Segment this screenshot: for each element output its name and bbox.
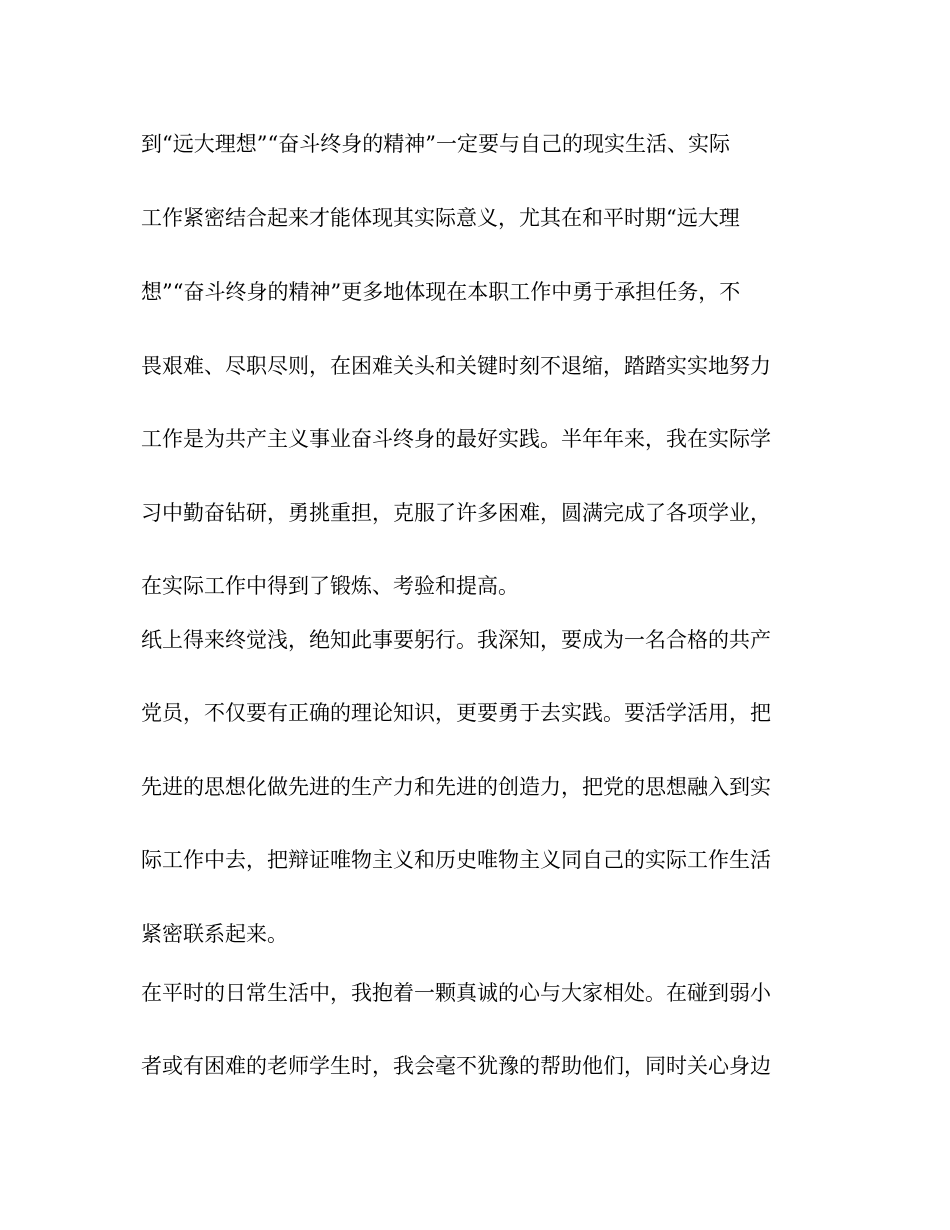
paragraph-3-line-2: 者或有困难的老师学生时，我会毫不犹豫的帮助他们，同时关心身边 <box>141 1054 771 1078</box>
paragraph-2-line-3: 先进的思想化做先进的生产力和先进的创造力，把党的思想融入到实 <box>141 775 771 799</box>
paragraph-1-line-5: 工作是为共产主义事业奋斗终身的最好实践。半年年来，我在实际学 <box>141 427 771 451</box>
paragraph-3-line-1: 在平时的日常生活中，我抱着一颗真诚的心与大家相处。在碰到弱小 <box>141 981 771 1005</box>
paragraph-2-line-5: 紧密联系起来。 <box>141 922 288 946</box>
paragraph-2-line-2: 党员，不仅要有正确的理论知识，更要勇于去实践。要活学活用，把 <box>141 701 771 725</box>
paragraph-2-line-4: 际工作中去，把辩证唯物主义和历史唯物主义同自己的实际工作生活 <box>141 848 771 872</box>
paragraph-1-line-6: 习中勤奋钻研，勇挑重担，克服了许多困难，圆满完成了各项学业， <box>141 501 771 525</box>
paragraph-1-line-1: 到“远大理想”“奋斗终身的精神”一定要与自己的现实生活、实际 <box>141 132 730 156</box>
paragraph-1-line-4: 畏艰难、尽职尽则，在困难关头和关键时刻不退缩，踏踏实实地努力 <box>141 354 771 378</box>
paragraph-1-line-7: 在实际工作中得到了锻炼、考验和提高。 <box>141 574 519 598</box>
paragraph-1-line-2: 工作紧密结合起来才能体现其实际意义，尤其在和平时期“远大理 <box>141 206 740 230</box>
paragraph-2-line-1: 纸上得来终觉浅，绝知此事要躬行。我深知，要成为一名合格的共产 <box>141 628 771 652</box>
paragraph-1-line-3: 想”“奋斗终身的精神”更多地体现在本职工作中勇于承担任务，不 <box>141 280 741 304</box>
